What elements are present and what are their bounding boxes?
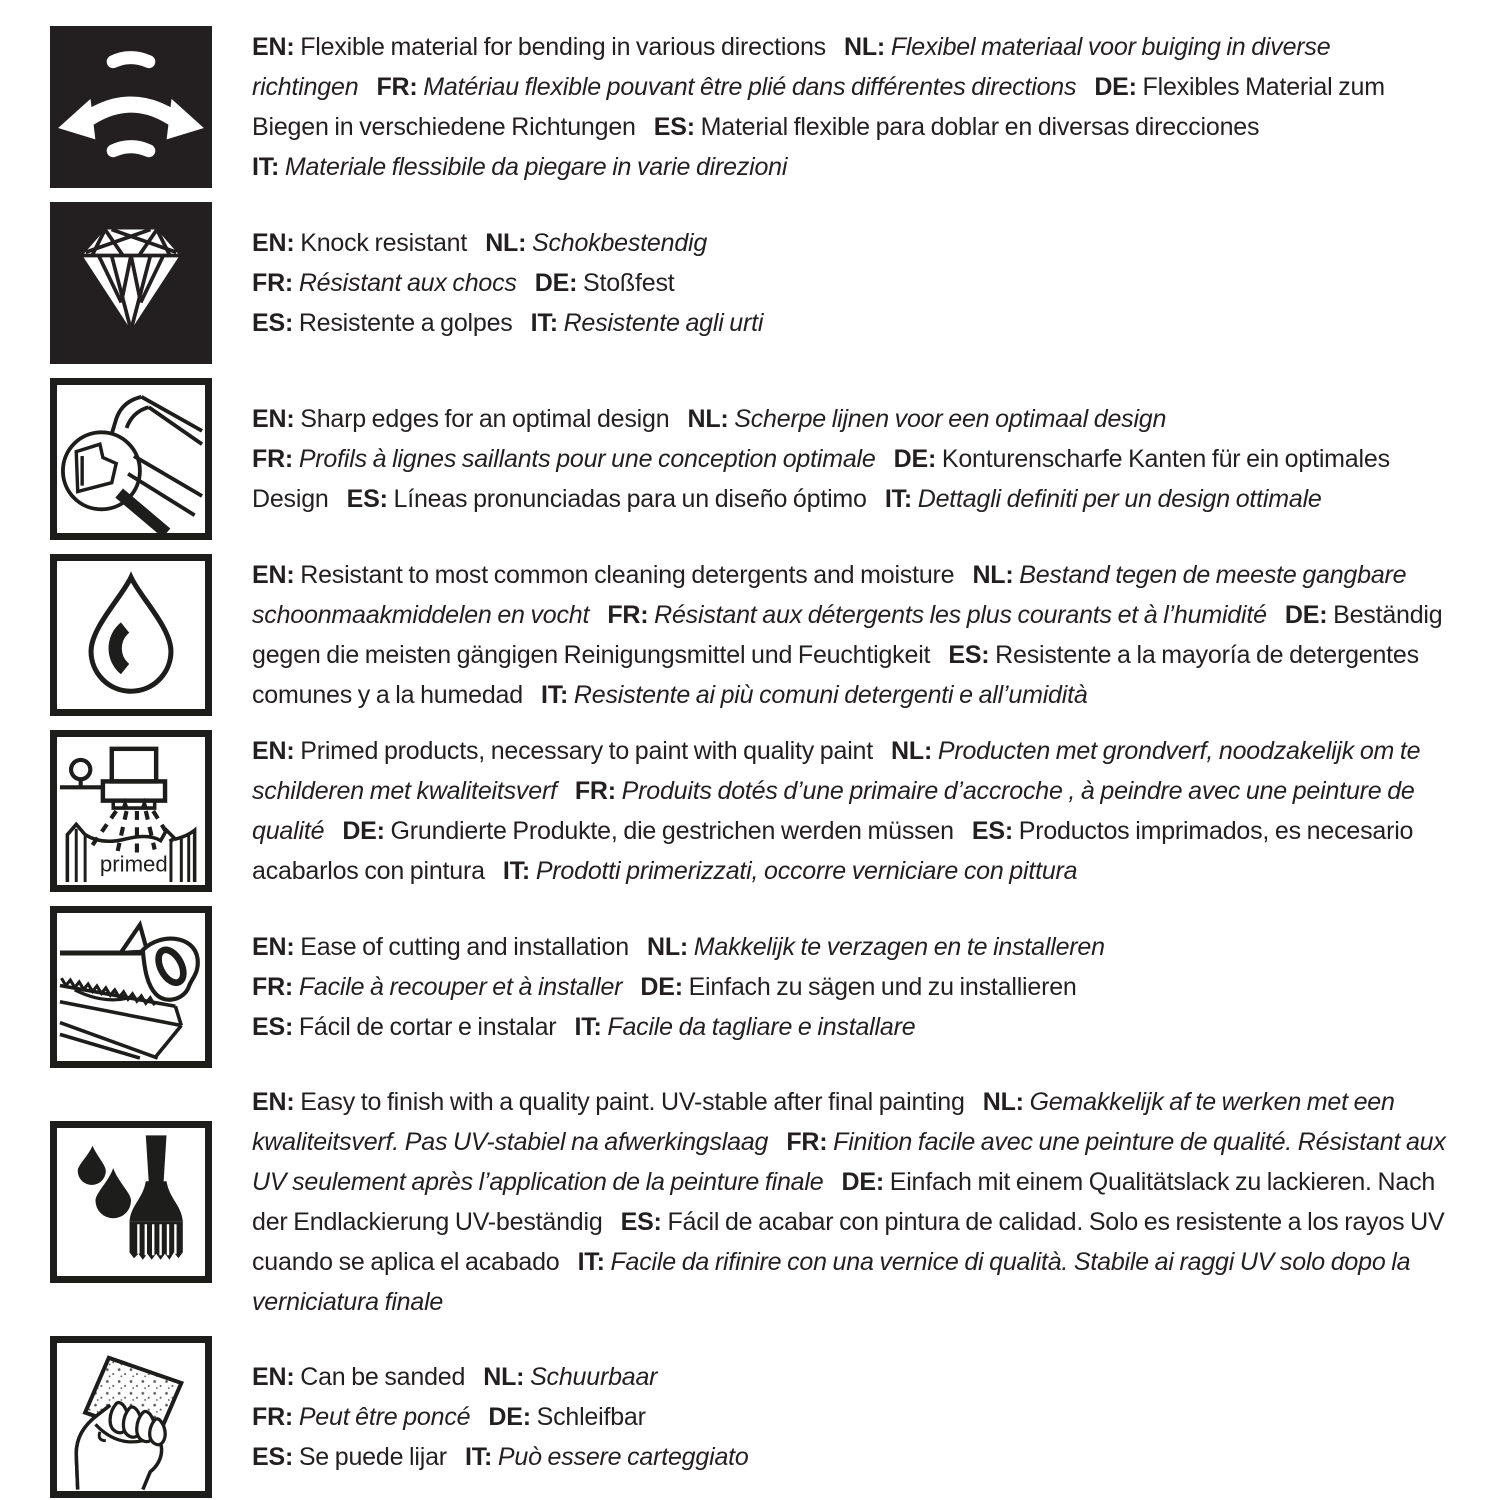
water-drop-icon xyxy=(50,554,212,716)
feature-text: EN: Primed products, necessary to paint with quality paint NL: Producten met grondverf, noodzakelijk om te schilderen met kwaliteitsverf FR: Produits dotés d’une primaire d’accroche , à peindre avec une peinture de qualité DE: Grundierte Produkte, die gestrichen werden müssen ES: Productos imprimados, es necesario acabarlos con pintura IT: Prodotti primerizzati, occorre verniciare con pittura xyxy=(252,737,1421,885)
feature-row-finish-paint xyxy=(50,1082,1464,1322)
sanding-hand-icon xyxy=(50,1336,212,1498)
feature-row-primed xyxy=(50,730,1464,892)
primer-spray-icon xyxy=(50,730,212,892)
primed-label: primed xyxy=(99,851,168,877)
feature-row-knock-resistant xyxy=(50,202,1464,364)
feature-text: EN: Easy to finish with a quality paint. UV-stable after final painting NL: Gemakkelijk af te werken met een kwaliteitsverf. Pas UV-stabiel na afwerkingslaag FR: Finition facile avec une peinture de qualité. Résistant aux UV seulement après l’application de la peinture finale DE: Einfach mit einem Qualitätslack zu lackieren. Nach der Endlackierung UV-beständig ES: Fácil de acabar con pintura de calidad. Solo es resistente a los rayos UV cuando se aplica el acabado IT: Facile da rifinire con una vernice di qualità. Stabile ai raggi UV solo dopo la verniciatura finale xyxy=(252,1088,1446,1316)
bend-arrows-icon xyxy=(50,26,212,188)
feature-text: EN: Resistant to most common cleaning detergents and moisture NL: Bestand tegen de meeste gangbare schoonmaakmiddelen en vocht FR: Résistant aux détergents les plus courants et à l’humidité DE: Beständig gegen die meisten gängigen Reinigungsmittel und Feuchtigkeit ES: Resistente a la mayoría de detergentes comunes y a la humedad IT: Resistente ai più comuni detergenti e all’umidità xyxy=(252,561,1443,709)
handsaw-icon xyxy=(50,906,212,1068)
paintbrush-drops-icon xyxy=(50,1121,212,1283)
feature-row-sanding xyxy=(50,1336,1464,1498)
feature-row-cutting xyxy=(50,906,1464,1068)
feature-text: EN: Flexible material for bending in various directions NL: Flexibel materiaal voor buiging in diverse richtingen FR: Matériau flexible pouvant être plié dans différentes directions DE: Flexibles Material zum Biegen in verschiedene Richtungen ES: Material flexible para doblar en diversas direcciones IT: Materiale flessibile da piegare in varie direzioni xyxy=(252,33,1385,181)
feature-row-sharp-edges xyxy=(50,378,1464,540)
feature-text: EN: Ease of cutting and installation NL: Makkelijk te verzagen en te installeren FR: Facile à recouper et à installer DE: Einfach zu sägen und zu installieren ES: Fácil de cortar e instalar IT: Facile da tagliare e installare xyxy=(252,933,1105,1041)
feature-row-moisture xyxy=(50,554,1464,716)
feature-text: EN: Can be sanded NL: Schuurbaar FR: Peut être poncé DE: Schleifbar ES: Se puede lijar IT: Può essere carteggiato xyxy=(252,1363,749,1471)
feature-text: EN: Knock resistant NL: Schokbestendig FR: Résistant aux chocs DE: Stoßfest ES: Resistente a golpes IT: Resistente agli urti xyxy=(252,229,764,337)
diamond-icon xyxy=(50,202,212,364)
magnifier-edge-icon xyxy=(50,378,212,540)
feature-text: EN: Sharp edges for an optimal design NL: Scherpe lijnen voor een optimaal design FR: Profils à lignes saillants pour une conception optimale DE: Konturenscharfe Kanten für ein optimales Design ES: Líneas pronunciadas para un diseño óptimo IT: Dettagli definiti per un design ottimale xyxy=(252,405,1390,513)
feature-row-flexible xyxy=(50,26,1464,188)
